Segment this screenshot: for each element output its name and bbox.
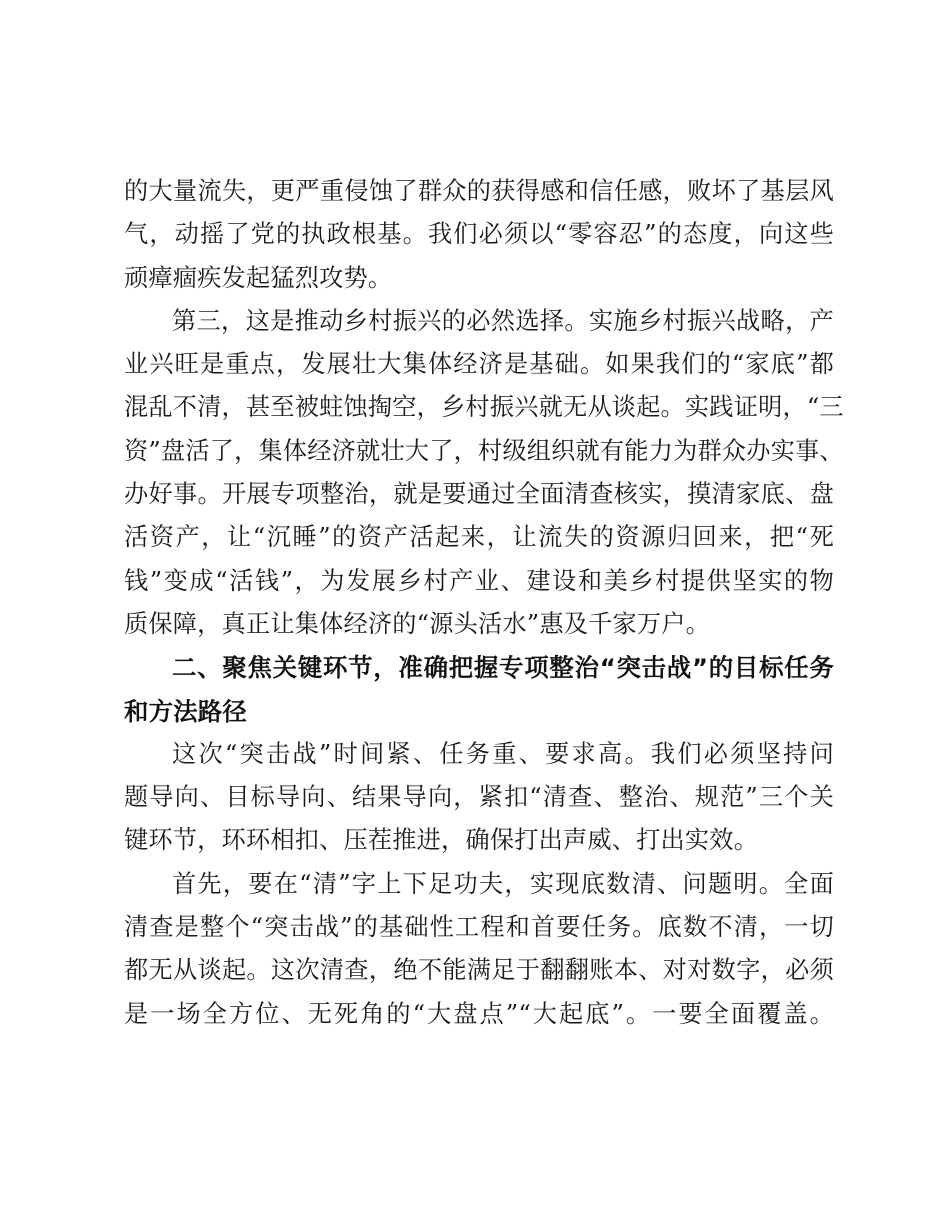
text-line: 都无从谈起。这次清查，绝不能满足于翻翻账本、对对数字，必须 [124, 956, 834, 985]
heading-line: 和方法路径 [124, 696, 247, 726]
text-line: 资”盘活了，集体经济就壮大了，村级组织就有能力为群众办实事、 [124, 436, 844, 465]
text-line: 首先，要在“清”字上下足功夫，实现底数清、问题明。全面 [172, 869, 834, 898]
text-line: 清查是整个“突击战”的基础性工程和首要任务。底数不清，一切 [124, 913, 834, 942]
text-line: 质保障，真正让集体经济的“源头活水”惠及千家万户。 [124, 609, 711, 638]
text-line: 这次“突击战”时间紧、任务重、要求高。我们必须坚持问 [172, 739, 834, 768]
text-line: 题导向、目标导向、结果导向，紧扣“清查、整治、规范”三个关 [124, 783, 834, 812]
text-line: 活资产，让“沉睡”的资产活起来，让流失的资源归回来，把“死 [124, 523, 834, 552]
paragraph-intro [124, 733, 834, 863]
section-heading [124, 646, 834, 733]
text-line: 业兴旺是重点，发展壮大集体经济是基础。如果我们的“家底”都 [124, 350, 834, 379]
text-line: 的大量流失，更严重侵蚀了群众的获得感和信任感，败坏了基层风 [124, 177, 834, 205]
text-line: 键环节，环环相扣、压茬推进，确保打出声威、打出实效。 [124, 826, 759, 855]
text-line: 混乱不清，甚至被蛀蚀掏空，乡村振兴就无从谈起。实践证明，“三 [124, 393, 844, 422]
paragraph-third-point [124, 300, 844, 646]
text-line: 办好事。开展专项整治，就是要通过全面清查核实，摸清家底、盘 [124, 480, 834, 509]
text-line: 是一场全方位、无死角的“大盘点”“大起底”。一要全面覆盖。 [124, 999, 834, 1028]
paragraph-first-step [124, 863, 834, 1036]
paragraph-continuation [124, 170, 834, 300]
text-line: 气，动摇了党的执政根基。我们必须以“零容忍”的态度，向这些 [124, 220, 834, 249]
text-line: 第三，这是推动乡村振兴的必然选择。实施乡村振兴战略，产 [172, 306, 834, 335]
heading-line: 二、聚焦关键环节，准确把握专项整治“突击战”的目标任务 [172, 653, 834, 683]
text-line: 钱”变成“活钱”，为发展乡村产业、建设和美乡村提供坚实的物 [124, 566, 834, 595]
document-body [124, 170, 844, 1036]
text-line: 顽瘴痼疾发起猛烈攻势。 [124, 263, 393, 292]
